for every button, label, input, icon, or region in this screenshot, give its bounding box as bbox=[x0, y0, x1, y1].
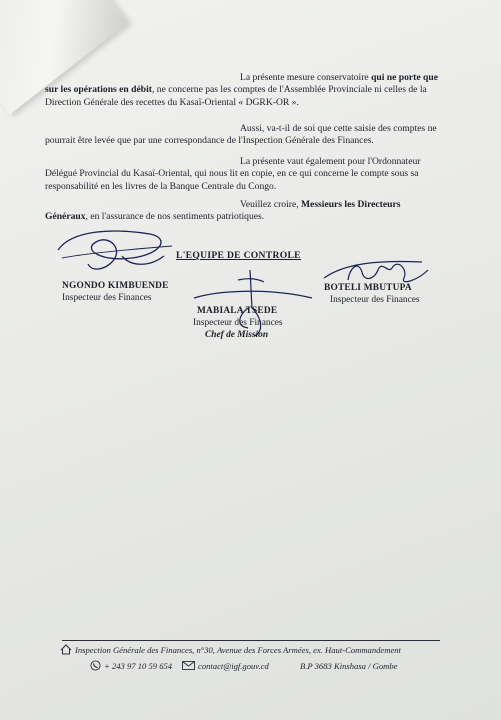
house-icon bbox=[60, 644, 72, 655]
paragraph-3: La présente vaut également pour l'Ordonnateur Délégué Provincial du Kasaï-Oriental, qui nous lit en copie, en ce qui concerne le compte sous sa responsabilité en les livres de la Banque Centrale du Congo. bbox=[45, 156, 421, 192]
footer-rule bbox=[62, 640, 440, 641]
paragraph-1 bbox=[45, 72, 443, 109]
signatory-left-name: NGONDO KIMBUENDE bbox=[62, 281, 169, 291]
mail-icon bbox=[182, 661, 195, 670]
footer-postbox: B.P 3683 Kinshasa / Gombe bbox=[300, 661, 398, 671]
paragraph-1-rest: , ne concerne pas les comptes de l'Assemblée Provinciale ni celles de la Direction Générale des recettes du Kasaï-Oriental « DGRK-OR ». bbox=[45, 84, 427, 108]
signatory-center-role: Inspecteur des Finances bbox=[193, 318, 283, 328]
closing-rest: , en l'assurance de nos sentiments patriotiques. bbox=[85, 211, 265, 223]
footer-phone: + 243 97 10 59 654 bbox=[104, 661, 173, 671]
signatory-right-name: BOTELI MBUTUPA bbox=[324, 283, 412, 293]
footer-address: Inspection Générale des Finances, n°30, Avenue des Forces Armées, ex. Haut-Commandement bbox=[75, 645, 401, 655]
team-title: L'EQUIPE DE CONTROLE bbox=[176, 250, 301, 261]
footer-email: contact@igf.gouv.cd bbox=[198, 661, 269, 671]
phone-icon bbox=[90, 660, 101, 671]
closing-intro: Veuillez croire, bbox=[240, 199, 301, 210]
signatory-center-title: Chef de Mission bbox=[205, 330, 269, 340]
signatory-right-role: Inspecteur des Finances bbox=[330, 295, 420, 305]
signatory-left-role: Inspecteur des Finances bbox=[62, 293, 152, 303]
signatory-center-name: MABIALA TSEDE bbox=[197, 306, 278, 316]
paragraph-2: Aussi, va-t-il de soi que cette saisie des comptes ne pourrait être levée que par une correspondance de l'Inspection Générale des Finances. bbox=[45, 123, 437, 147]
paragraph-1-emphasis: qui ne porte que sur les opérations en débit bbox=[45, 72, 438, 96]
paragraph-1-intro: La présente mesure conservatoire bbox=[240, 72, 372, 83]
signature-left-ink bbox=[52, 220, 182, 280]
closing-addressee: Messieurs les Directeurs Généraux bbox=[45, 199, 401, 223]
